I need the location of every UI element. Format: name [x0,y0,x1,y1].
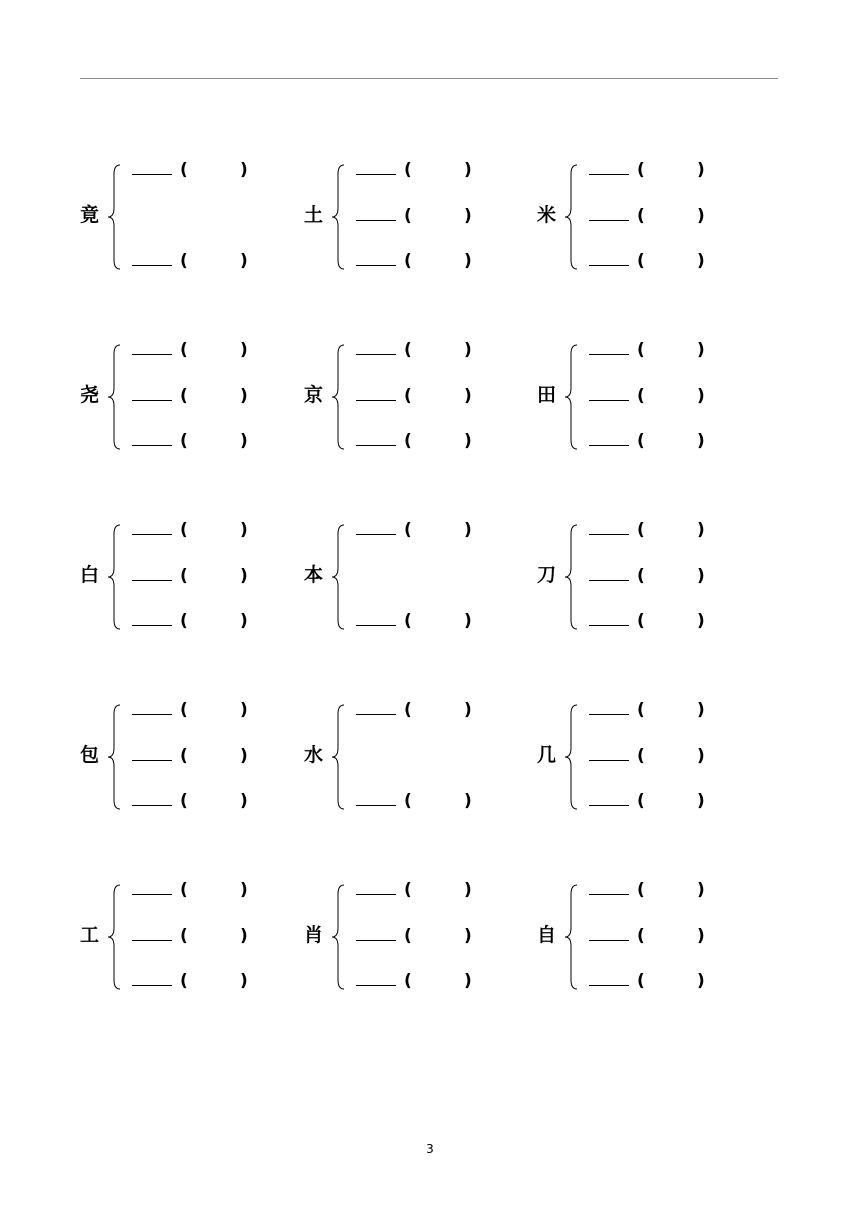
blank-line[interactable] [356,174,396,175]
base-character: 刀 [537,564,557,586]
open-paren: ( [637,160,645,180]
close-paren: ) [697,971,705,991]
base-character: 京 [304,384,324,406]
open-paren: ( [637,880,645,900]
close-paren: ) [697,700,705,720]
close-paren: ) [464,791,472,811]
open-paren: ( [404,611,412,631]
answer-slot [124,971,284,993]
open-paren: ( [404,431,412,451]
open-paren: ( [404,160,412,180]
left-brace-icon [563,702,579,812]
close-paren: ) [697,746,705,766]
worksheet-item [537,880,737,990]
close-paren: ) [697,926,705,946]
answer-slot [581,926,741,948]
close-paren: ) [464,926,472,946]
blank-line[interactable] [132,625,172,626]
worksheet-item [80,160,280,270]
blank-line[interactable] [589,760,629,761]
close-paren: ) [240,251,248,271]
blank-line[interactable] [356,714,396,715]
open-paren: ( [637,206,645,226]
blank-line[interactable] [132,760,172,761]
blank-line[interactable] [356,940,396,941]
answer-slot [348,386,508,408]
answer-slot [124,746,284,768]
close-paren: ) [464,251,472,271]
blank-line[interactable] [132,400,172,401]
blank-line[interactable] [132,580,172,581]
left-brace-icon [330,162,346,272]
close-paren: ) [697,520,705,540]
open-paren: ( [637,251,645,271]
answer-slot [581,206,741,228]
blank-line[interactable] [356,534,396,535]
left-brace-icon [106,882,122,992]
close-paren: ) [240,971,248,991]
blank-line[interactable] [132,445,172,446]
blank-line[interactable] [356,985,396,986]
blank-line[interactable] [132,534,172,535]
blank-line[interactable] [589,985,629,986]
close-paren: ) [697,386,705,406]
worksheet-item [80,880,280,990]
open-paren: ( [180,791,188,811]
answer-slot [348,611,508,633]
open-paren: ( [404,340,412,360]
answer-slot [348,251,508,273]
close-paren: ) [697,251,705,271]
blank-line[interactable] [132,714,172,715]
answer-slot [581,566,741,588]
close-paren: ) [240,700,248,720]
left-brace-icon [563,162,579,272]
close-paren: ) [240,791,248,811]
blank-line[interactable] [356,265,396,266]
open-paren: ( [404,926,412,946]
close-paren: ) [464,386,472,406]
worksheet-item [304,520,504,630]
open-paren: ( [637,971,645,991]
open-paren: ( [180,340,188,360]
close-paren: ) [240,160,248,180]
close-paren: ) [464,160,472,180]
blank-line[interactable] [589,580,629,581]
open-paren: ( [180,251,188,271]
open-paren: ( [180,611,188,631]
answer-slot [124,700,284,722]
close-paren: ) [240,611,248,631]
close-paren: ) [697,431,705,451]
answer-slot [348,791,508,813]
page-number: 3 [426,1142,434,1156]
blank-line[interactable] [356,894,396,895]
answer-slot [348,926,508,948]
base-character: 尧 [80,384,100,406]
open-paren: ( [637,611,645,631]
close-paren: ) [240,340,248,360]
blank-line[interactable] [589,265,629,266]
close-paren: ) [697,340,705,360]
worksheet-item [304,340,504,450]
answer-slot [348,160,508,182]
answer-slot [124,251,284,273]
open-paren: ( [637,926,645,946]
open-paren: ( [637,340,645,360]
answer-slot [124,520,284,542]
blank-line[interactable] [356,400,396,401]
answer-slot [581,251,741,273]
left-brace-icon [330,882,346,992]
close-paren: ) [240,926,248,946]
open-paren: ( [180,520,188,540]
answer-slot [581,160,741,182]
left-brace-icon [106,522,122,632]
open-paren: ( [180,700,188,720]
blank-line[interactable] [589,714,629,715]
worksheet-item [537,520,737,630]
blank-line[interactable] [589,534,629,535]
open-paren: ( [180,160,188,180]
close-paren: ) [464,880,472,900]
open-paren: ( [180,746,188,766]
close-paren: ) [464,340,472,360]
open-paren: ( [404,971,412,991]
answer-slot [581,971,741,993]
answer-slot [348,880,508,902]
answer-slot [581,880,741,902]
open-paren: ( [404,520,412,540]
blank-line[interactable] [132,265,172,266]
answer-slot [124,431,284,453]
base-character: 田 [537,384,557,406]
open-paren: ( [637,746,645,766]
close-paren: ) [464,700,472,720]
base-character: 几 [537,744,557,766]
answer-slot [581,520,741,542]
base-character: 白 [80,564,100,586]
open-paren: ( [180,386,188,406]
worksheet-item [537,160,737,270]
worksheet-item [80,340,280,450]
blank-line[interactable] [132,174,172,175]
blank-line[interactable] [589,894,629,895]
blank-line[interactable] [589,400,629,401]
close-paren: ) [464,971,472,991]
blank-line[interactable] [132,805,172,806]
base-character: 本 [304,564,324,586]
left-brace-icon [563,342,579,452]
left-brace-icon [330,522,346,632]
close-paren: ) [464,206,472,226]
close-paren: ) [240,566,248,586]
left-brace-icon [106,342,122,452]
blank-line[interactable] [132,354,172,355]
worksheet-item [304,880,504,990]
blank-line[interactable] [132,940,172,941]
open-paren: ( [404,791,412,811]
answer-slot [581,746,741,768]
open-paren: ( [404,386,412,406]
left-brace-icon [330,342,346,452]
answer-slot [124,160,284,182]
open-paren: ( [637,566,645,586]
answer-slot [581,791,741,813]
blank-line[interactable] [589,220,629,221]
open-paren: ( [404,206,412,226]
blank-line[interactable] [356,625,396,626]
close-paren: ) [697,206,705,226]
blank-line[interactable] [589,625,629,626]
blank-line[interactable] [589,174,629,175]
base-character: 自 [537,924,557,946]
answer-slot [348,971,508,993]
close-paren: ) [697,791,705,811]
close-paren: ) [464,611,472,631]
answer-slot [581,340,741,362]
answer-slot [124,340,284,362]
answer-slot [124,791,284,813]
open-paren: ( [404,880,412,900]
worksheet-item [80,520,280,630]
answer-slot [124,386,284,408]
close-paren: ) [240,386,248,406]
worksheet-item [304,700,504,810]
blank-line[interactable] [356,354,396,355]
base-character: 工 [80,924,100,946]
answer-slot [581,611,741,633]
blank-line[interactable] [356,445,396,446]
base-character: 水 [304,744,324,766]
open-paren: ( [404,700,412,720]
left-brace-icon [563,522,579,632]
answer-slot [581,700,741,722]
left-brace-icon [106,162,122,272]
answer-slot [348,206,508,228]
worksheet-item [537,700,737,810]
open-paren: ( [637,386,645,406]
worksheet-item [537,340,737,450]
close-paren: ) [240,431,248,451]
answer-slot [348,340,508,362]
answer-slot [124,926,284,948]
blank-line[interactable] [589,354,629,355]
answer-slot [124,880,284,902]
blank-line[interactable] [589,445,629,446]
close-paren: ) [464,520,472,540]
base-character: 竟 [80,204,100,226]
blank-line[interactable] [132,894,172,895]
close-paren: ) [240,880,248,900]
base-character: 肖 [304,924,324,946]
close-paren: ) [240,746,248,766]
blank-line[interactable] [132,985,172,986]
worksheet-item [80,700,280,810]
close-paren: ) [697,160,705,180]
close-paren: ) [697,566,705,586]
worksheet-item [304,160,504,270]
open-paren: ( [637,791,645,811]
base-character: 包 [80,744,100,766]
answer-slot [348,520,508,542]
answer-slot [348,700,508,722]
close-paren: ) [240,520,248,540]
answer-slot [124,611,284,633]
close-paren: ) [697,611,705,631]
left-brace-icon [563,882,579,992]
blank-line[interactable] [589,940,629,941]
base-character: 土 [304,204,324,226]
close-paren: ) [464,431,472,451]
open-paren: ( [404,251,412,271]
answer-slot [124,566,284,588]
base-character: 米 [537,204,557,226]
answer-slot [581,431,741,453]
left-brace-icon [106,702,122,812]
open-paren: ( [180,431,188,451]
close-paren: ) [697,880,705,900]
blank-line[interactable] [356,220,396,221]
blank-line[interactable] [589,805,629,806]
open-paren: ( [180,926,188,946]
open-paren: ( [637,520,645,540]
open-paren: ( [180,971,188,991]
left-brace-icon [330,702,346,812]
answer-slot [348,431,508,453]
answer-slot [581,386,741,408]
open-paren: ( [180,566,188,586]
open-paren: ( [637,700,645,720]
open-paren: ( [637,431,645,451]
open-paren: ( [180,880,188,900]
blank-line[interactable] [356,805,396,806]
